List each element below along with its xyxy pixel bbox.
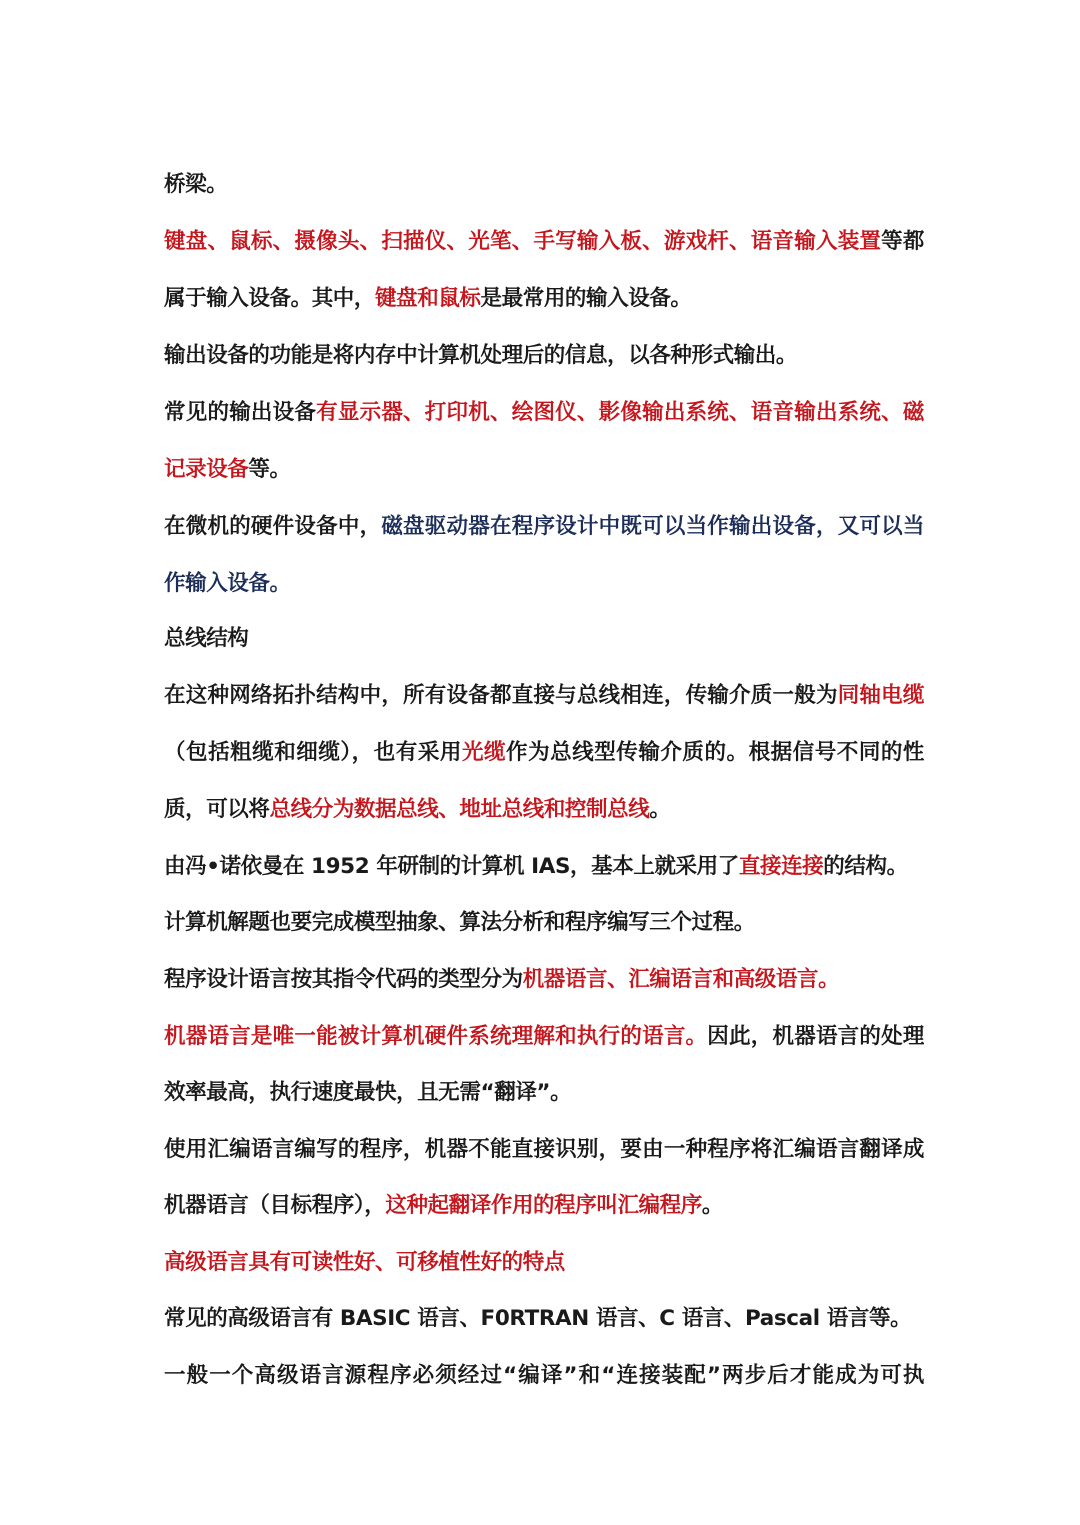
highlighted-text-segment: 光缆 — [461, 740, 507, 765]
text-segment: 一般一个高级语言源程序必须经过“编译”和“连接装配”两步后才能成为可执 — [164, 1363, 924, 1388]
text-line — [164, 1356, 924, 1396]
text-line — [164, 960, 924, 1000]
text-segment: 常见的高级语言有 BASIC 语言、F0RTRAN 语言、C 语言、Pascal 语言等。 — [164, 1306, 912, 1331]
text-segment: 质，可以将 — [164, 797, 270, 822]
text-segment: 总线结构 — [164, 626, 249, 651]
text-segment: 计算机解题也要完成模型抽象、算法分析和程序编写三个过程。 — [164, 910, 755, 935]
highlighted-text-segment: 总线分为数据总线、地址总线和控制总线 — [269, 797, 650, 822]
text-segment: 等都 — [881, 229, 924, 254]
text-segment: 使用汇编语言编写的程序，机器不能直接识别，要由一种程序将汇编语言翻译成 — [164, 1137, 924, 1162]
text-line — [164, 733, 924, 773]
text-line — [164, 847, 924, 887]
highlighted-text-segment: 有显示器、打印机、绘图仪、影像输出系统、语音输出系统、磁 — [316, 400, 924, 425]
text-segment: 输出设备的功能是将内存中计算机处理后的信息，以各种形式输出。 — [164, 343, 798, 368]
highlighted-text-segment: 记录设备 — [164, 457, 249, 482]
highlighted-text-segment: 机器语言是唯一能被计算机硬件系统理解和执行的语言。 — [164, 1024, 708, 1049]
highlighted-text-segment: 键盘和鼠标 — [375, 286, 481, 311]
text-line — [164, 336, 924, 376]
highlighted-text-segment: 作输入设备。 — [164, 571, 291, 596]
text-line — [164, 1243, 924, 1283]
text-segment: 在这种网络拓扑结构中，所有设备都直接与总线相连，传输介质一般为 — [164, 683, 838, 708]
text-line — [164, 393, 924, 433]
highlighted-text-segment: 机器语言、汇编语言和高级语言。 — [522, 967, 840, 992]
text-segment: 机器语言（目标程序）， — [164, 1193, 386, 1218]
text-line — [164, 165, 924, 205]
text-segment: 效率最高，执行速度最快，且无需“翻译”。 — [164, 1080, 572, 1105]
text-line — [164, 450, 924, 490]
text-segment: 桥梁。 — [164, 172, 228, 197]
highlighted-text-segment: 同轴电缆 — [837, 683, 924, 708]
text-line — [164, 1130, 924, 1170]
text-line — [164, 1299, 924, 1339]
text-line — [164, 1073, 924, 1113]
text-segment: 。 — [701, 1193, 723, 1218]
highlighted-text-segment: 键盘、鼠标、摄像头、扫描仪、光笔、手写输入板、游戏杆、语音输入装置 — [164, 229, 882, 254]
text-segment: 由冯•诺依曼在 1952 年研制的计算机 IAS，基本上就采用了 — [164, 854, 739, 879]
text-segment: 因此，机器语言的处理 — [707, 1024, 924, 1049]
text-segment: 的结构。 — [823, 854, 908, 879]
text-line — [164, 903, 924, 943]
text-line — [164, 676, 924, 716]
text-segment: （包括粗缆和细缆），也有采用 — [164, 740, 462, 765]
text-segment: 在微机的硬件设备中， — [164, 514, 382, 539]
text-line — [164, 1186, 924, 1226]
text-line — [164, 222, 924, 262]
text-segment: 等。 — [248, 457, 291, 482]
highlighted-text-segment: 这种起翻译作用的程序叫汇编程序 — [385, 1193, 702, 1218]
text-segment: 。 — [649, 797, 671, 822]
text-line — [164, 279, 924, 319]
text-line — [164, 507, 924, 547]
text-line — [164, 790, 924, 830]
highlighted-text-segment: 磁盘驱动器在程序设计中既可以当作输出设备，又可以当 — [381, 514, 924, 539]
text-line — [164, 1017, 924, 1057]
text-segment: 作为总线型传输介质的。根据信号不同的性 — [506, 740, 924, 765]
text-segment: 是最常用的输入设备。 — [480, 286, 692, 311]
text-line — [164, 619, 924, 659]
text-segment: 程序设计语言按其指令代码的类型分为 — [164, 967, 523, 992]
text-segment: 常见的输出设备 — [164, 400, 317, 425]
highlighted-text-segment: 高级语言具有可读性好、可移植性好的特点 — [164, 1250, 565, 1275]
text-line — [164, 564, 924, 604]
text-segment: 属于输入设备。其中， — [164, 286, 376, 311]
highlighted-text-segment: 直接连接 — [738, 854, 824, 879]
